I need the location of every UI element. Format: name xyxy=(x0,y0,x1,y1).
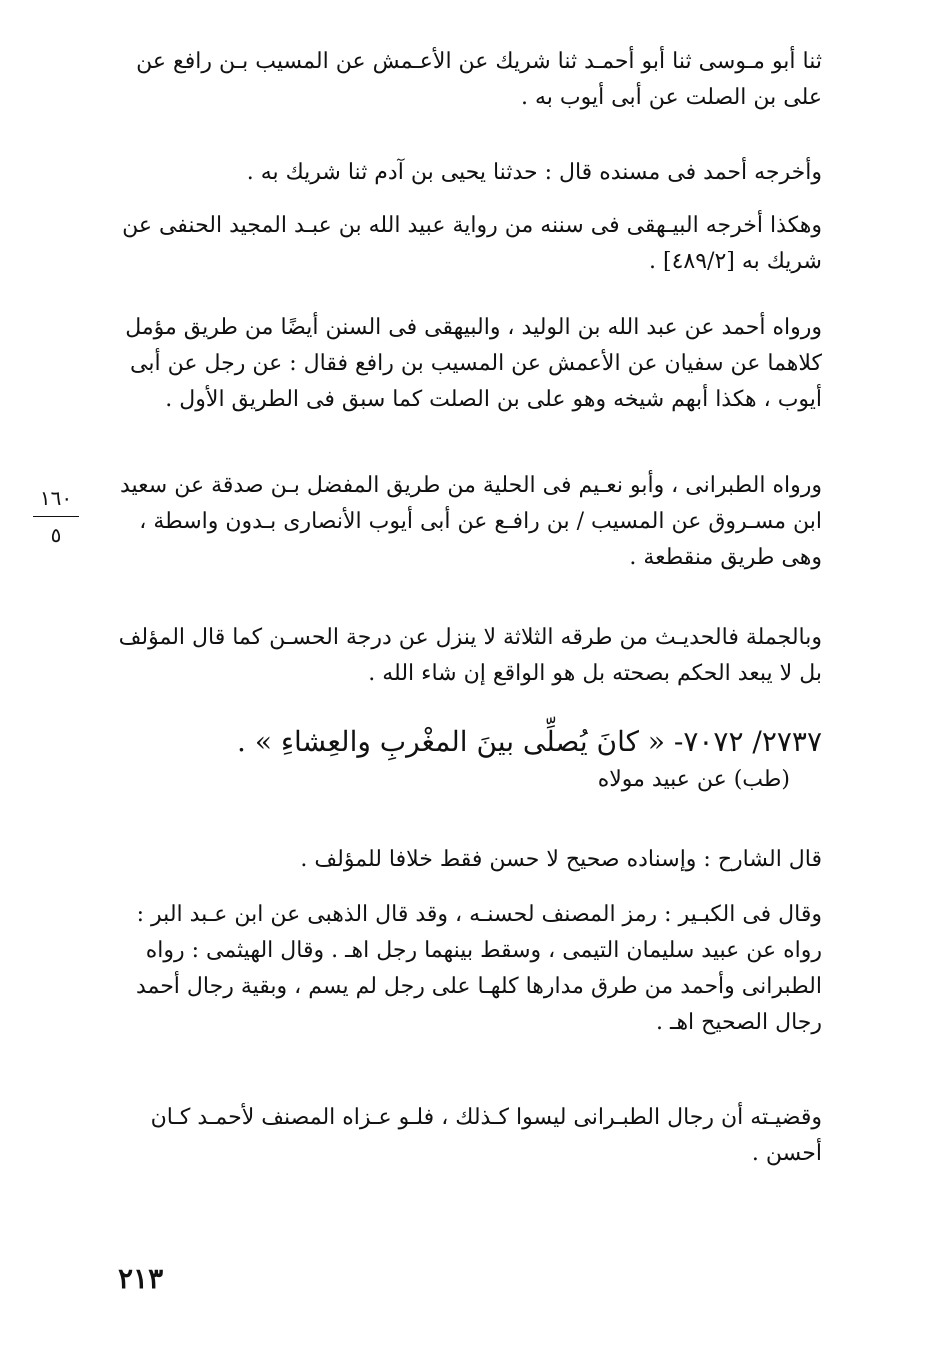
text-line: رواه عن عبيد سليمان التيمى ، وسقط بينهما رجل اهـ . وقال الهيثمى : رواه xyxy=(145,938,822,963)
text-line: وهكذا أخرجه البيـهقى فى سننه من رواية عبيد الله بن عبـد المجيد الحنفى عن xyxy=(122,213,822,238)
text-line: أحسن . xyxy=(751,1141,822,1166)
text-line: شريك به [٤٨٩/٢] . xyxy=(649,249,822,274)
text-line: الطبرانى وأحمد من طرق مدارها كلهـا على رجل لم يسم ، وبقية رجال أحمد xyxy=(135,974,822,999)
paragraph xyxy=(110,44,822,116)
paragraph xyxy=(110,155,822,191)
text-line: بل لا يبعد الحكم بصحته بل هو الواقع إن شاء الله . xyxy=(368,661,822,686)
commentary-paragraph xyxy=(110,1100,822,1172)
text-line: وقال فى الكبـير : رمز المصنف لحسنـه ، وقد قال الذهبى عن ابن عـبد البر : xyxy=(136,902,822,927)
page-number: ٢١٣ xyxy=(118,1262,164,1295)
text-line: ابن مسـروق عن المسيب / بن رافـع عن أبى أيوب الأنصارى بـدون واسطة ، xyxy=(139,509,822,534)
paragraph xyxy=(110,310,822,418)
text-line: أيوب ، هكذا أبهم شيخه وهو على بن الصلت كما سبق فى الطريق الأول . xyxy=(165,387,822,412)
text-line: رجال الصحيح اهـ . xyxy=(656,1010,822,1035)
paragraph xyxy=(110,620,822,692)
text-line: على بن الصلت عن أبى أيوب به . xyxy=(520,85,822,110)
commentary-paragraph xyxy=(110,842,822,878)
text-line: قال الشارح : وإسناده صحيح لا حسن فقط خلافا للمؤلف . xyxy=(300,847,822,872)
paragraph xyxy=(110,208,822,280)
text-line: كلاهما عن سفيان عن الأعمش عن المسيب بن رافع فقال : عن رجل عن أبى xyxy=(130,351,822,376)
commentary-paragraph xyxy=(110,897,822,1041)
text-line: ثنا أبو مـوسى ثنا أبو أحمـد ثنا شريك عن الأعـمش عن المسيب بـن رافع عن xyxy=(136,49,822,74)
paragraph xyxy=(110,468,822,576)
margin-reference-divider xyxy=(33,516,79,517)
text-line: وأخرجه أحمد فى مسنده قال : حدثنا يحيى بن آدم ثنا شريك به . xyxy=(246,160,822,185)
text-line: وهى طريق منقطعة . xyxy=(629,545,822,570)
text-line: وبالجملة فالحديـث من طرقه الثلاثة لا ينزل عن درجة الحسـن كما قال المؤلف xyxy=(118,625,822,650)
text-line: ورواه أحمد عن عبد الله بن الوليد ، والبيهقى فى السنن أيضًا من طريق مؤمل xyxy=(125,315,822,340)
margin-reference-page: ٥ xyxy=(50,523,62,547)
text-line: وقضيـته أن رجال الطبـرانى ليسوا كـذلك ، فلـو عـزاه المصنف لأحمـد كـان xyxy=(150,1105,822,1130)
hadith-heading: ٢٧٣٧/ ٧٠٧٢- « كانَ يُصلِّى بينَ المغْربِ والعِشاءِ » . xyxy=(237,725,822,758)
text-line: ورواه الطبرانى ، وأبو نعـيم فى الحلية من طريق المفضل بـن صدقة عن سعيد xyxy=(119,473,822,498)
hadith-source: (طب) عن عبيد مولاه xyxy=(597,767,790,792)
margin-reference xyxy=(30,486,82,547)
margin-reference-volume: ١٦٠ xyxy=(39,486,73,510)
hadith-entry xyxy=(110,722,822,798)
